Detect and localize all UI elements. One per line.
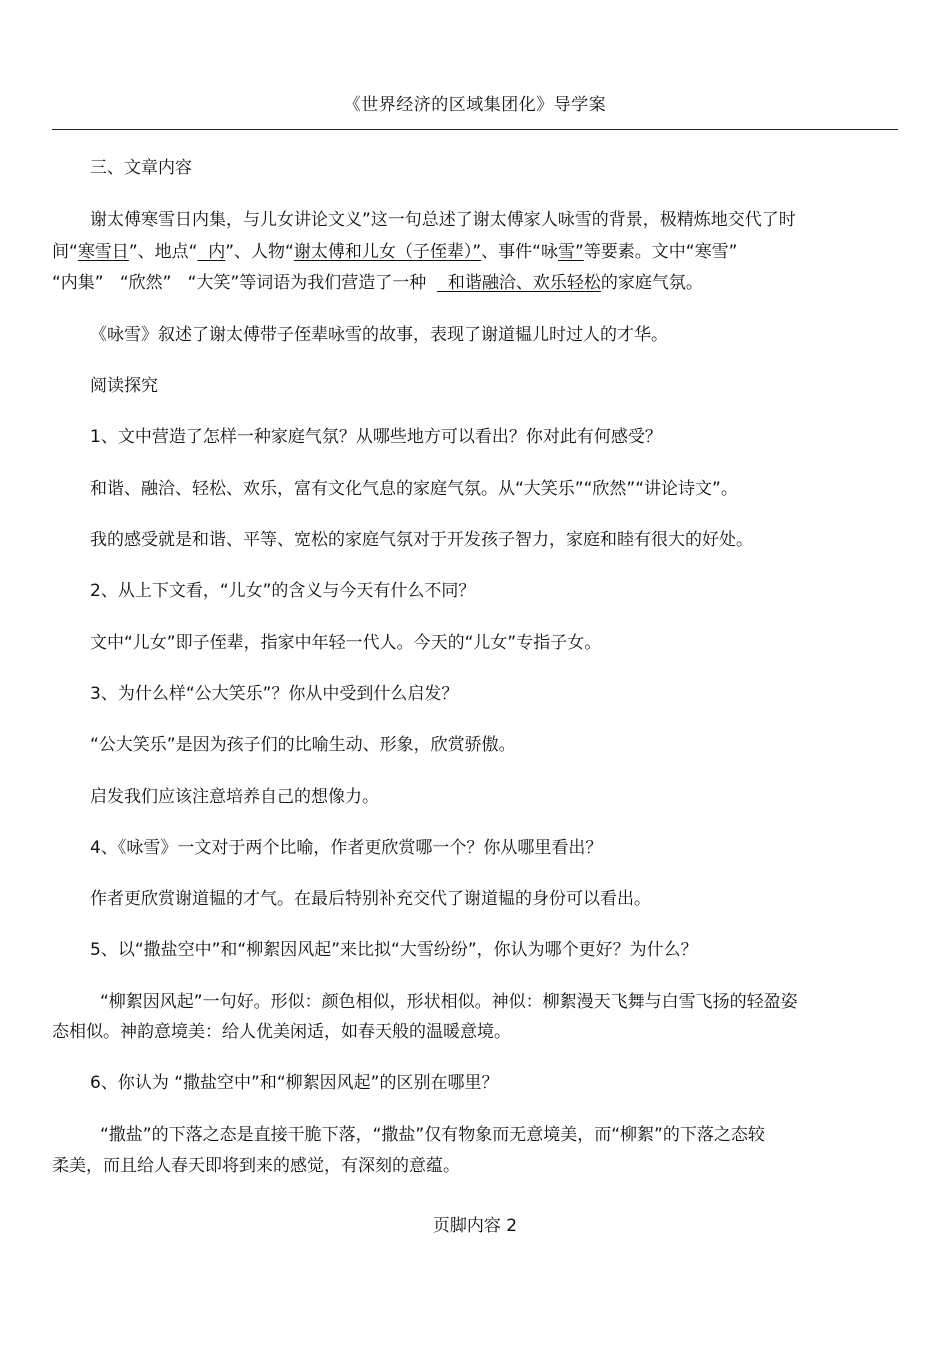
summary-text: 等要素。文中“寒雪”: [583, 242, 738, 262]
summary-text: 、事件“咏: [481, 242, 558, 262]
summary-text: 间“: [52, 242, 78, 262]
page-footer: 页脚内容 2: [432, 1216, 518, 1236]
answer-1-line-2: 我的感受就是和谐、平等、宽松的家庭气氛对于开发孩子智力，家庭和睦有很大的好处。: [90, 530, 753, 550]
summary-text: ”、人物“: [225, 242, 294, 262]
question-4: 4、《咏雪》一文对于两个比喻，作者更欣赏哪一个？你从哪里看出？: [90, 838, 603, 858]
answer-5-line-1: “柳絮因风起”一句好。形似：颜色相似，形状相似。神似：柳絮漫天飞舞与白雪飞扬的轻盈姿: [100, 992, 798, 1012]
filled-blank-event: 雪”: [558, 242, 584, 262]
summary-text: “内集” “欣然” “大笑”等词语为我们营造了一种: [52, 273, 438, 293]
filled-blank-time: 寒雪日: [77, 242, 129, 262]
question-3: 3、为什么样“公大笑乐”？你从中受到什么启发？: [90, 684, 459, 704]
summary-line-2: [52, 240, 737, 264]
question-6: 6、你认为 “撒盐空中”和“柳絮因风起”的区别在哪里？: [90, 1073, 499, 1093]
question-2: 2、从上下文看，“儿女”的含义与今天有什么不同？: [90, 581, 476, 601]
summary-line-3: [52, 271, 703, 295]
answer-5-line-2: 态相似。神韵意境美：给人优美闲适，如春天般的温暖意境。: [52, 1022, 511, 1042]
header-divider: [52, 129, 898, 130]
summary-line-1: 谢太傅寒雪日内集，与儿女讲论文义”这一句总述了谢太傅家人咏雪的背景，极精炼地交代了时: [90, 210, 796, 230]
question-5: 5、以“撒盐空中”和“柳絮因风起”来比拟“大雪纷纷”，你认为哪个更好？为什么？: [90, 940, 698, 960]
answer-6-line-1: “撒盐”的下落之态是直接干脆下落，“撒盐”仅有物象而无意境美，而“柳絮”的下落之态较: [100, 1125, 765, 1145]
answer-6-line-2: 柔美，而且给人春天即将到来的感觉，有深刻的意蕴。: [52, 1156, 460, 1176]
summary-text: ”、地点“: [128, 242, 198, 262]
answer-1-line-1: 和谐、融洽、轻松、欢乐，富有文化气息的家庭气氛。从“大笑乐”“欣然”“讲论诗文”。: [90, 479, 738, 499]
summary-text: 的家庭气氛。: [600, 273, 703, 293]
page-header-title: 《世界经济的区域集团化》导学案: [343, 95, 607, 115]
reading-title: 阅读探究: [90, 376, 158, 396]
summary-line-4: 《咏雪》叙述了谢太傅带子侄辈咏雪的故事，表现了谢道韫儿时过人的才华。: [90, 325, 668, 345]
answer-2: 文中“儿女”即子侄辈，指家中年轻一代人。今天的“儿女”专指子女。: [90, 633, 602, 653]
answer-3-line-1: “公大笑乐”是因为孩子们的比喻生动、形象，欣赏骄傲。: [90, 735, 516, 755]
answer-3-line-2: 启发我们应该注意培养自己的想像力。: [90, 787, 379, 807]
answer-4: 作者更欣赏谢道韫的才气。在最后特别补充交代了谢道韫的身份可以看出。: [90, 889, 651, 909]
filled-blank-people: 谢太傅和儿女（子侄辈）”: [293, 242, 482, 262]
section-title: 三、文章内容: [90, 158, 192, 178]
question-1: 1、文中营造了怎样一种家庭气氛？从哪些地方可以看出？你对此有何感受？: [90, 427, 662, 447]
filled-blank-atmosphere: 和谐融洽、欢乐轻松: [437, 273, 601, 293]
filled-blank-place: 内: [197, 242, 226, 262]
